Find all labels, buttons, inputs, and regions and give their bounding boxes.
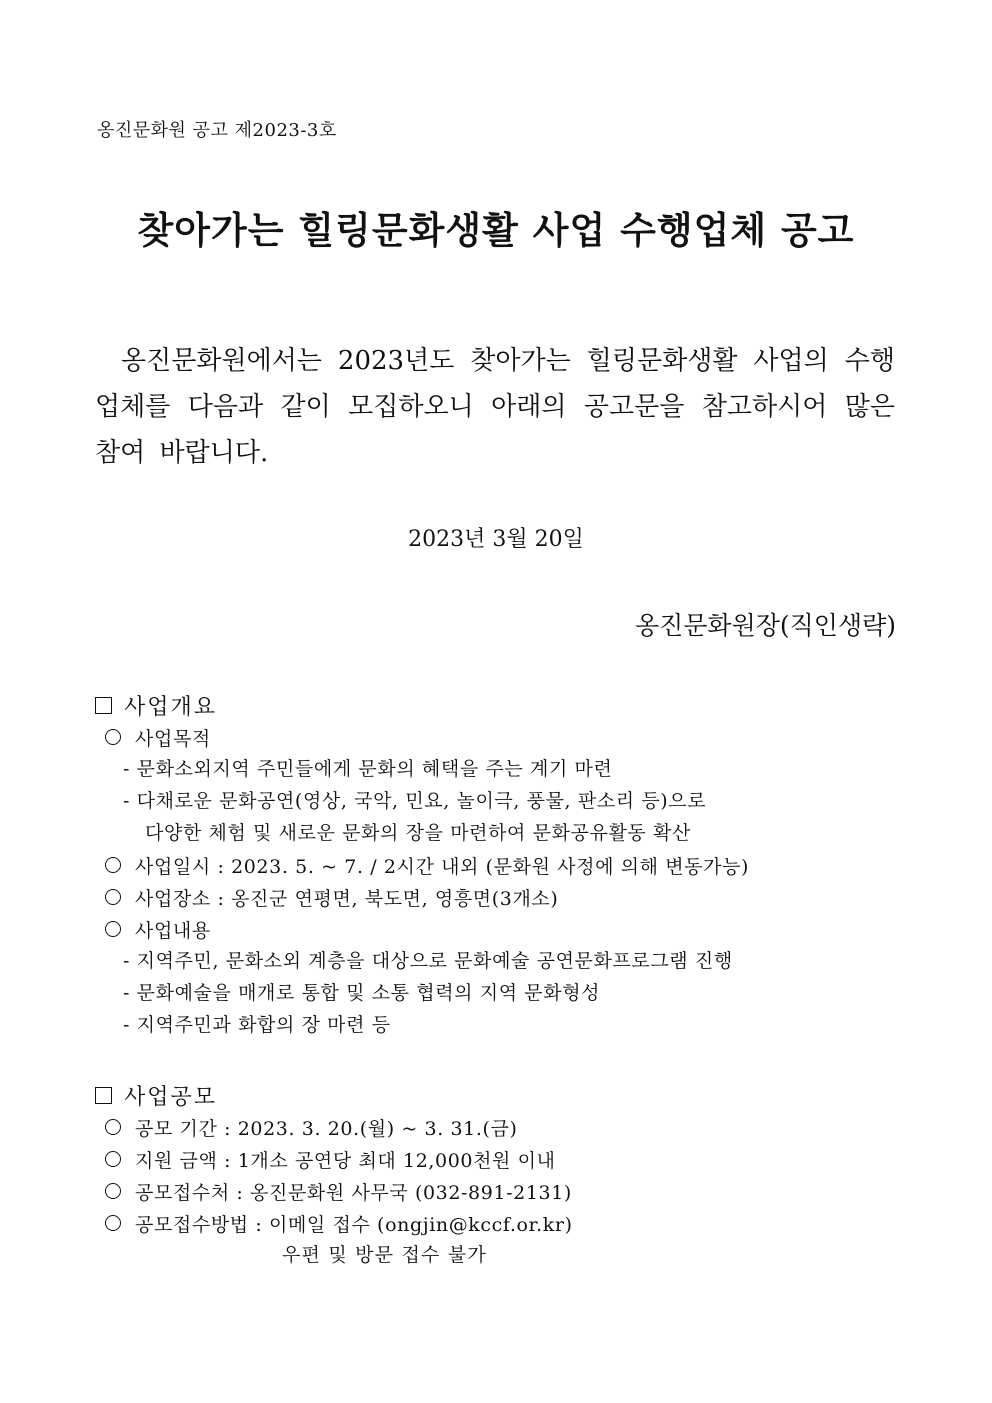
recruit-section — [95, 1079, 573, 1271]
recruit-heading — [95, 1079, 573, 1111]
signer: 옹진문화원장(직인생략) — [634, 611, 896, 640]
purpose-line: - 문화소외지역 주민들에게 문화의 혜택을 주는 계기 마련 — [123, 758, 613, 780]
circle-bullet-icon — [105, 1215, 121, 1231]
recruit-period-item — [95, 1111, 573, 1143]
overview-heading — [95, 689, 749, 721]
method-text: 공모접수방법 : 이메일 접수 (ongjin@kccf.or.kr) — [135, 1213, 573, 1236]
content-line: - 지역주민과 화합의 장 마련 등 — [123, 1014, 391, 1036]
intro-paragraph: 옹진문화원에서는 2023년도 찾아가는 힐링문화생활 사업의 수행업체를 다음과 같이 모집하오니 아래의 공고문을 참고하시어 많은 참여 바랍니다. — [95, 346, 895, 468]
content-item — [95, 913, 749, 945]
content-line: - 지역주민, 문화소외 계층을 대상으로 문화예술 공연문화프로그램 진행 — [123, 950, 733, 972]
recruit-period-text: 공모 기간 : 2023. 3. 20.(월) ~ 3. 31.(금) — [135, 1117, 518, 1140]
circle-bullet-icon — [105, 729, 121, 745]
method-note: 우편 및 방문 접수 불가 — [282, 1244, 487, 1266]
place-item — [95, 881, 749, 913]
circle-bullet-icon — [105, 921, 121, 937]
support-amount-item — [95, 1143, 573, 1175]
purpose-line-continued: 다양한 체험 및 새로운 문화의 장을 마련하여 문화공유활동 확산 — [145, 822, 691, 844]
overview-heading-text: 사업개요 — [124, 694, 218, 720]
content-line: - 문화예술을 매개로 통합 및 소통 협력의 지역 문화형성 — [123, 982, 601, 1004]
circle-bullet-icon — [105, 1183, 121, 1199]
support-amount-text: 지원 금액 : 1개소 공연당 최대 12,000천원 이내 — [135, 1149, 556, 1172]
circle-bullet-icon — [105, 1151, 121, 1167]
method-item — [95, 1207, 573, 1239]
notice-number: 옹진문화원 공고 제2023-3호 — [97, 120, 337, 141]
square-bullet-icon — [95, 1087, 112, 1104]
notice-date: 2023년 3월 20일 — [408, 527, 584, 552]
document-title: 찾아가는 힐링문화생활 사업 수행업체 공고 — [137, 209, 855, 252]
purpose-item — [95, 721, 749, 753]
overview-section — [95, 689, 749, 1041]
circle-bullet-icon — [105, 857, 121, 873]
square-bullet-icon — [95, 697, 112, 714]
office-item — [95, 1175, 573, 1207]
office-text: 공모접수처 : 옹진문화원 사무국 (032-891-2131) — [135, 1181, 572, 1204]
place-text: 사업장소 : 옹진군 연평면, 북도면, 영흥면(3개소) — [135, 887, 559, 910]
content-label: 사업내용 — [135, 919, 211, 942]
recruit-heading-text: 사업공모 — [124, 1084, 218, 1110]
purpose-label: 사업목적 — [135, 727, 211, 750]
circle-bullet-icon — [105, 1119, 121, 1135]
period-text: 사업일시 : 2023. 5. ~ 7. / 2시간 내외 (문화원 사정에 의해 변동가능) — [135, 855, 750, 878]
circle-bullet-icon — [105, 889, 121, 905]
purpose-line: - 다채로운 문화공연(영상, 국악, 민요, 놀이극, 풍물, 판소리 등)으로 — [123, 790, 707, 812]
period-item — [95, 849, 749, 881]
